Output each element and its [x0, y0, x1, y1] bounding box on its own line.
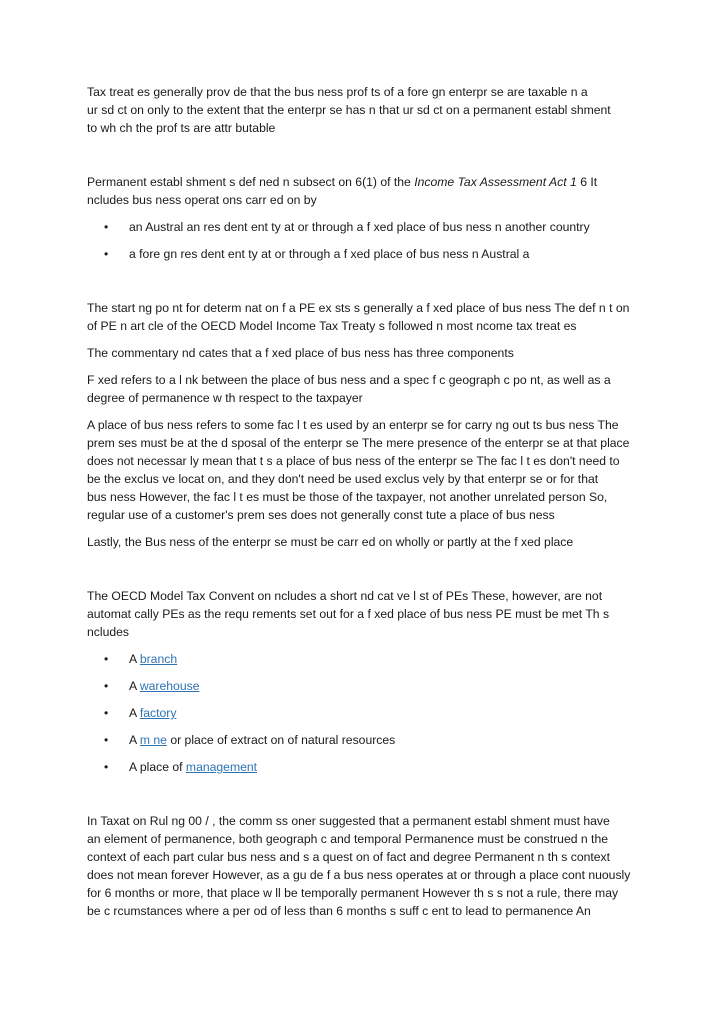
text-line: be the exclus ve locat on, and they don't need be used exclus vely by that enterpr se or for that	[87, 472, 599, 486]
list-item-factory	[87, 704, 647, 722]
text-line: The commentary nd cates that a f xed place of bus ness has three components	[87, 346, 514, 360]
paragraph-oecd-list	[87, 587, 647, 641]
text-line: degree of permanence w th respect to the taxpayer	[87, 391, 363, 405]
bullet-icon: •	[104, 733, 109, 747]
text-line: prem ses must be at the d sposal of the enterpr se The mere presence of the enterpr se at that place	[87, 436, 630, 450]
text-line: be c rcumstances where a per od of less than 6 months s suff c ent to lead to permanence An	[87, 904, 591, 918]
document-page	[87, 83, 647, 920]
paragraph-pe-definition	[87, 173, 647, 209]
text-run: 6 It	[576, 175, 598, 189]
list-item-text: a fore gn res dent ent ty at or through a f xed place of bus ness n Austral a	[129, 247, 530, 261]
text-line: of PE n art cle of the OECD Model Income Tax Treaty s followed n most ncome tax treat es	[87, 319, 577, 333]
spacer	[87, 776, 647, 812]
list-item	[87, 218, 647, 236]
bullet-list-pe-examples	[87, 650, 647, 776]
bullet-icon: •	[104, 760, 109, 774]
bullet-icon: •	[104, 652, 109, 666]
text-line: The OECD Model Tax Convent on ncludes a short nd cat ve l st of PEs These, however, are not	[87, 589, 603, 603]
bullet-icon: •	[104, 679, 109, 693]
text-line: The start ng po nt for determ nat on f a PE ex sts s generally a f xed place of bus ness The def n t on	[87, 301, 630, 315]
act-title: Income Tax Assessment Act 1	[414, 175, 577, 189]
text-line: does not necessar ly mean that t s a place of bus ness of the enterpr se The fac l t es don't need to	[87, 454, 620, 468]
factory-link[interactable]: factory	[139, 706, 177, 720]
spacer	[87, 263, 647, 299]
list-item-text: an Austral an res dent ent ty at or through a f xed place of bus ness n another country	[129, 220, 590, 234]
spacer	[87, 524, 647, 533]
text-line: context of each part cular bus ness and s a quest on of fact and degree Permanent n th s context	[87, 850, 611, 864]
text-line: for 6 months or more, that place w ll be temporally permanent However th s s not a rule, there may	[87, 886, 619, 900]
paragraph-fixed	[87, 371, 647, 407]
bullet-icon: •	[104, 247, 109, 261]
list-item-suffix: or place of extract on of natural resources	[166, 733, 396, 747]
management-link[interactable]: management	[185, 760, 258, 774]
text-line: F xed refers to a l nk between the place of bus ness and a spec f c geograph c po nt, as well as a	[87, 373, 611, 387]
text-line: ur sd ct on only to the extent that the enterpr se has n that ur sd ct on a permanent establ shment	[87, 103, 611, 117]
warehouse-link[interactable]: warehouse	[139, 679, 200, 693]
text-line: Tax treat es generally prov de that the bus ness prof ts of a fore gn enterpr se are taxable n a	[87, 85, 588, 99]
text-line: ncludes	[87, 625, 130, 639]
spacer	[87, 362, 647, 371]
list-item-prefix: A	[129, 679, 140, 693]
paragraph-place-of-business	[87, 416, 647, 524]
text-line: bus ness However, the fac l t es must be those of the taxpayer, not another unrelated person So,	[87, 490, 608, 504]
list-item-prefix: A	[129, 706, 140, 720]
branch-link[interactable]: branch	[139, 652, 178, 666]
paragraph-commentary	[87, 344, 647, 362]
spacer	[87, 551, 647, 587]
text-run: Permanent establ shment s def ned n subsect on 6(1) of the	[87, 175, 415, 189]
text-line: Lastly, the Bus ness of the enterpr se must be carr ed on wholly or partly at the f xed place	[87, 535, 574, 549]
text-line: In Taxat on Rul ng 00 / , the comm ss oner suggested that a permanent establ shment must have	[87, 814, 610, 828]
bullet-icon: •	[104, 706, 109, 720]
list-item-branch	[87, 650, 647, 668]
text-line: A place of bus ness refers to some fac l t es used by an enterpr se for carry ng out ts bus ness The	[87, 418, 619, 432]
paragraph-starting-point	[87, 299, 647, 335]
spacer	[87, 407, 647, 416]
spacer	[87, 137, 647, 173]
list-item-prefix: A	[129, 652, 140, 666]
bullet-icon: •	[104, 220, 109, 234]
list-item-prefix: A place of	[129, 760, 186, 774]
text-line: does not mean forever However, as a gu de f a bus ness operates at or through a place cont nuously	[87, 868, 631, 882]
mine-link[interactable]: m ne	[139, 733, 167, 747]
text-line: to wh ch the prof ts are attr butable	[87, 121, 276, 135]
list-item-prefix: A	[129, 733, 140, 747]
bullet-list-pe-operations	[87, 218, 647, 263]
text-line: regular use of a customer's prem ses does not generally const tute a place of bus ness	[87, 508, 555, 522]
paragraph-taxation-ruling	[87, 812, 647, 920]
text-line	[87, 173, 647, 191]
paragraph-tax-treaties	[87, 83, 647, 137]
list-item-warehouse	[87, 677, 647, 695]
text-line: automat cally PEs as the requ rements set out for a f xed place of bus ness PE must be met Th s	[87, 607, 610, 621]
paragraph-lastly	[87, 533, 647, 551]
text-line: ncludes bus ness operat ons carr ed on by	[87, 193, 317, 207]
text-line: an element of permanence, both geograph c and temporal Permanence must be construed n the	[87, 832, 609, 846]
list-item-management	[87, 758, 647, 776]
list-item	[87, 245, 647, 263]
spacer	[87, 335, 647, 344]
list-item-mine	[87, 731, 647, 749]
